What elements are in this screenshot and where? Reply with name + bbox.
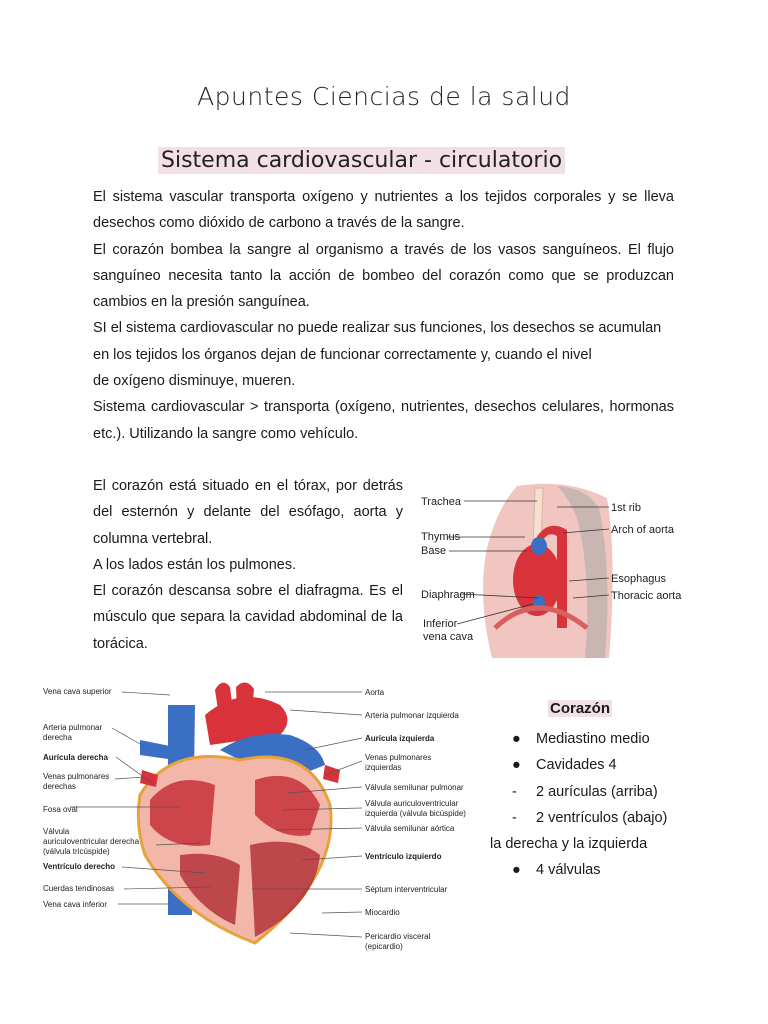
- label-ventriculo-izquierdo: Ventrículo izquierdo: [365, 852, 442, 861]
- label-venas-pulmonares-izquierdas: izquierdas: [365, 763, 402, 772]
- list-item-text: la derecha y la izquierda: [490, 836, 648, 853]
- thorax-diagram: [417, 478, 689, 664]
- label-trachea: Trachea: [421, 496, 461, 508]
- label-venas-pulmonares-izquierdas: Venas pulmonares: [365, 753, 432, 762]
- label-valvula-tricuspide: (válvula tricúspide): [43, 847, 110, 856]
- label-valvula-bicuspide: izquierda (válvula bicúspide): [365, 809, 466, 818]
- label-pericardio-visceral: Pericardio visceral: [365, 932, 431, 941]
- dash-icon: -: [512, 783, 517, 800]
- bullet-icon: ●: [512, 757, 521, 774]
- page-title: Apuntes Ciencias de la salud: [197, 82, 571, 111]
- label-miocardio: Miocardio: [365, 908, 400, 917]
- label-valvula-tricuspide: Válvula: [43, 827, 70, 836]
- notes-title: Corazón: [550, 700, 610, 717]
- list-item-text: 4 válvulas: [536, 862, 601, 879]
- paragraph: El corazón bombea la sangre al organismo a través de los vasos sanguíneos. El flujo sanguíneo necesita tanto la acción de bombeo del corazón como que se produzcan cambios en la presión sanguínea.: [93, 241, 674, 311]
- list-item-text: Cavidades 4: [536, 757, 617, 774]
- label-valvula-semilunar-pulmonar: Válvula semilunar pulmonar: [365, 783, 464, 792]
- list-item: [490, 752, 760, 778]
- label-pericardio-visceral: (epicardio): [365, 942, 403, 951]
- label-arch-aorta: Arch of aorta: [611, 524, 674, 536]
- label-valvula-bicuspide: Válvula auriculoventricular: [365, 799, 459, 808]
- section-title: Sistema cardiovascular - circulatorio: [158, 147, 565, 174]
- label-venas-pulmonares-derechas: Venas pulmonares: [43, 772, 110, 781]
- label-base: Base: [421, 545, 447, 557]
- list-item: [490, 726, 760, 752]
- heart-location-text: [93, 473, 403, 657]
- label-diaphragm: Diaphragm: [421, 589, 475, 601]
- list-item: [490, 779, 760, 805]
- list-item: [490, 857, 760, 883]
- label-inferior: Inferior: [423, 618, 458, 630]
- paragraph: Sistema cardiovascular > transporta (oxígeno, nutrientes, desechos celulares, hormonas etc.). Utilizando la sangre como vehículo.: [93, 399, 674, 442]
- label-cuerdas-tendinosas: Cuerdas tendinosas: [43, 884, 115, 893]
- list-item-text: Mediastino medio: [536, 731, 650, 747]
- label-first-rib: 1st rib: [611, 502, 641, 514]
- label-vena-cava-inferior: Vena cava inferior: [43, 900, 108, 909]
- label-vena-cava: vena cava: [423, 631, 474, 643]
- label-aorta: Aorta: [365, 688, 385, 697]
- label-auricula-izquierda: Aurícula izquierda: [365, 734, 435, 743]
- label-esophagus: Esophagus: [611, 573, 667, 585]
- label-arteria-pulmonar-derecha: derecha: [43, 733, 72, 742]
- label-thoracic-aorta: Thoracic aorta: [611, 590, 682, 602]
- label-vena-cava-superior: Vena cava superior: [43, 687, 112, 696]
- paragraph: de oxígeno disminuye, mueren.: [93, 373, 296, 390]
- paragraph: El sistema vascular transporta oxígeno y nutrientes a los tejidos corporales y se lleva desechos como dióxido de carbono a través de la sangre.: [93, 189, 674, 232]
- paragraph: A los lados están los pulmones.: [93, 556, 297, 573]
- bullet-icon: ●: [512, 862, 521, 879]
- label-arteria-pulmonar-derecha: Arteria pulmonar: [43, 723, 103, 732]
- label-valvula-tricuspide: auriculoventricular derecha: [43, 837, 140, 846]
- paragraph: El corazón descansa sobre el diafragma. Es el músculo que separa la cavidad abdominal de la torácica.: [93, 583, 403, 652]
- label-auricula-derecha: Aurícula derecha: [43, 753, 108, 762]
- label-valvula-semilunar-aortica: Válvula semilunar aórtica: [365, 824, 455, 833]
- paragraph: SI el sistema cardiovascular no puede realizar sus funciones, los desechos se acumulan en los tejidos los órganos dejan de funcionar correctamente y, cuando el nivel: [93, 320, 662, 363]
- heart-notes-list: [490, 726, 760, 884]
- list-item: [490, 805, 760, 831]
- label-thymus: Thymus: [421, 531, 461, 543]
- bullet-icon: ●: [512, 731, 521, 747]
- dash-icon: -: [512, 809, 517, 826]
- intro-text: [93, 184, 674, 447]
- label-venas-pulmonares-derechas: derechas: [43, 782, 76, 791]
- list-item-text: 2 ventrículos (abajo): [536, 809, 668, 826]
- heart-diagram: [40, 675, 470, 960]
- list-item-text: 2 aurículas (arriba): [536, 783, 658, 800]
- list-item: [490, 831, 760, 857]
- label-fosa-oval: Fosa oval: [43, 805, 78, 814]
- label-ventriculo-derecho: Ventrículo derecho: [43, 862, 116, 871]
- label-septum-interventricular: Séptum interventricular: [365, 885, 448, 894]
- paragraph: El corazón está situado en el tórax, por detrás del esternón y delante del esófago, aorta y columna vertebral.: [93, 478, 403, 547]
- vessel: [531, 537, 547, 555]
- label-arteria-pulmonar-izquierda: Arteria pulmonar izquierda: [365, 711, 459, 720]
